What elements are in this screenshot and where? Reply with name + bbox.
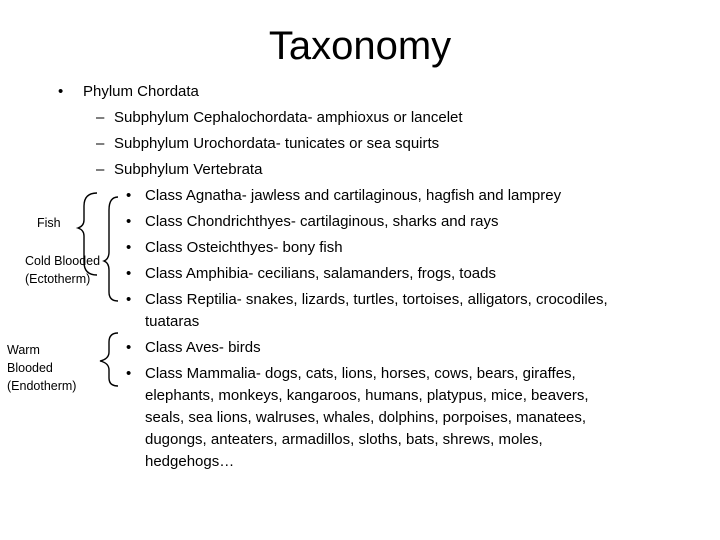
bullet-marker: • <box>58 83 64 100</box>
class-text-continued: dugongs, anteaters, armadillos, sloths, bats, shrews, moles, <box>145 431 543 448</box>
warm-blooded-brace <box>100 333 118 386</box>
dash-marker: – <box>96 135 105 152</box>
bullet-marker: • <box>126 265 132 282</box>
subphylum-text: Subphylum Urochordata- tunicates or sea squirts <box>114 135 440 152</box>
slide-title: Taxonomy <box>268 24 452 68</box>
blooded-label: Blooded <box>7 361 53 375</box>
endotherm-label: (Endotherm) <box>7 379 77 393</box>
class-text-continued: tuataras <box>145 313 200 330</box>
class-text: Class Chondrichthyes- cartilaginous, sharks and rays <box>145 213 499 230</box>
fish-brace <box>78 193 97 275</box>
class-text: Class Amphibia- cecilians, salamanders, frogs, toads <box>145 265 496 282</box>
bullet-marker: • <box>126 339 132 356</box>
subphylum-text: Subphylum Cephalochordata- amphioxus or lancelet <box>114 109 463 126</box>
fish-label: Fish <box>37 216 61 230</box>
dash-marker: – <box>96 161 105 178</box>
subphylum-text: Subphylum Vertebrata <box>114 161 263 178</box>
class-text: Class Agnatha- jawless and cartilaginous, hagfish and lamprey <box>145 187 562 204</box>
ectotherm-label: (Ectotherm) <box>25 272 91 286</box>
phylum-text: Phylum Chordata <box>83 83 199 100</box>
dash-marker: – <box>96 109 105 126</box>
bullet-marker: • <box>126 187 132 204</box>
warm-label: Warm <box>7 343 40 357</box>
cold-blooded-brace <box>104 197 118 301</box>
cold-blooded-label: Cold Blooded <box>25 254 101 268</box>
class-text: Class Reptilia- snakes, lizards, turtles, tortoises, alligators, crocodiles, <box>145 291 608 308</box>
bullet-marker: • <box>126 365 132 382</box>
bullet-marker: • <box>126 291 132 308</box>
class-text-continued: elephants, monkeys, kangaroos, humans, platypus, mice, beavers, <box>145 387 589 404</box>
class-text: Class Aves- birds <box>145 339 261 356</box>
bullet-marker: • <box>126 213 132 230</box>
class-text-continued: seals, sea lions, walruses, whales, dolphins, porpoises, manatees, <box>145 409 587 426</box>
class-text: Class Mammalia- dogs, cats, lions, horses, cows, bears, giraffes, <box>145 365 576 382</box>
class-text-continued: hedgehogs… <box>145 453 235 470</box>
bullet-marker: • <box>126 239 132 256</box>
class-text: Class Osteichthyes- bony fish <box>145 239 343 256</box>
